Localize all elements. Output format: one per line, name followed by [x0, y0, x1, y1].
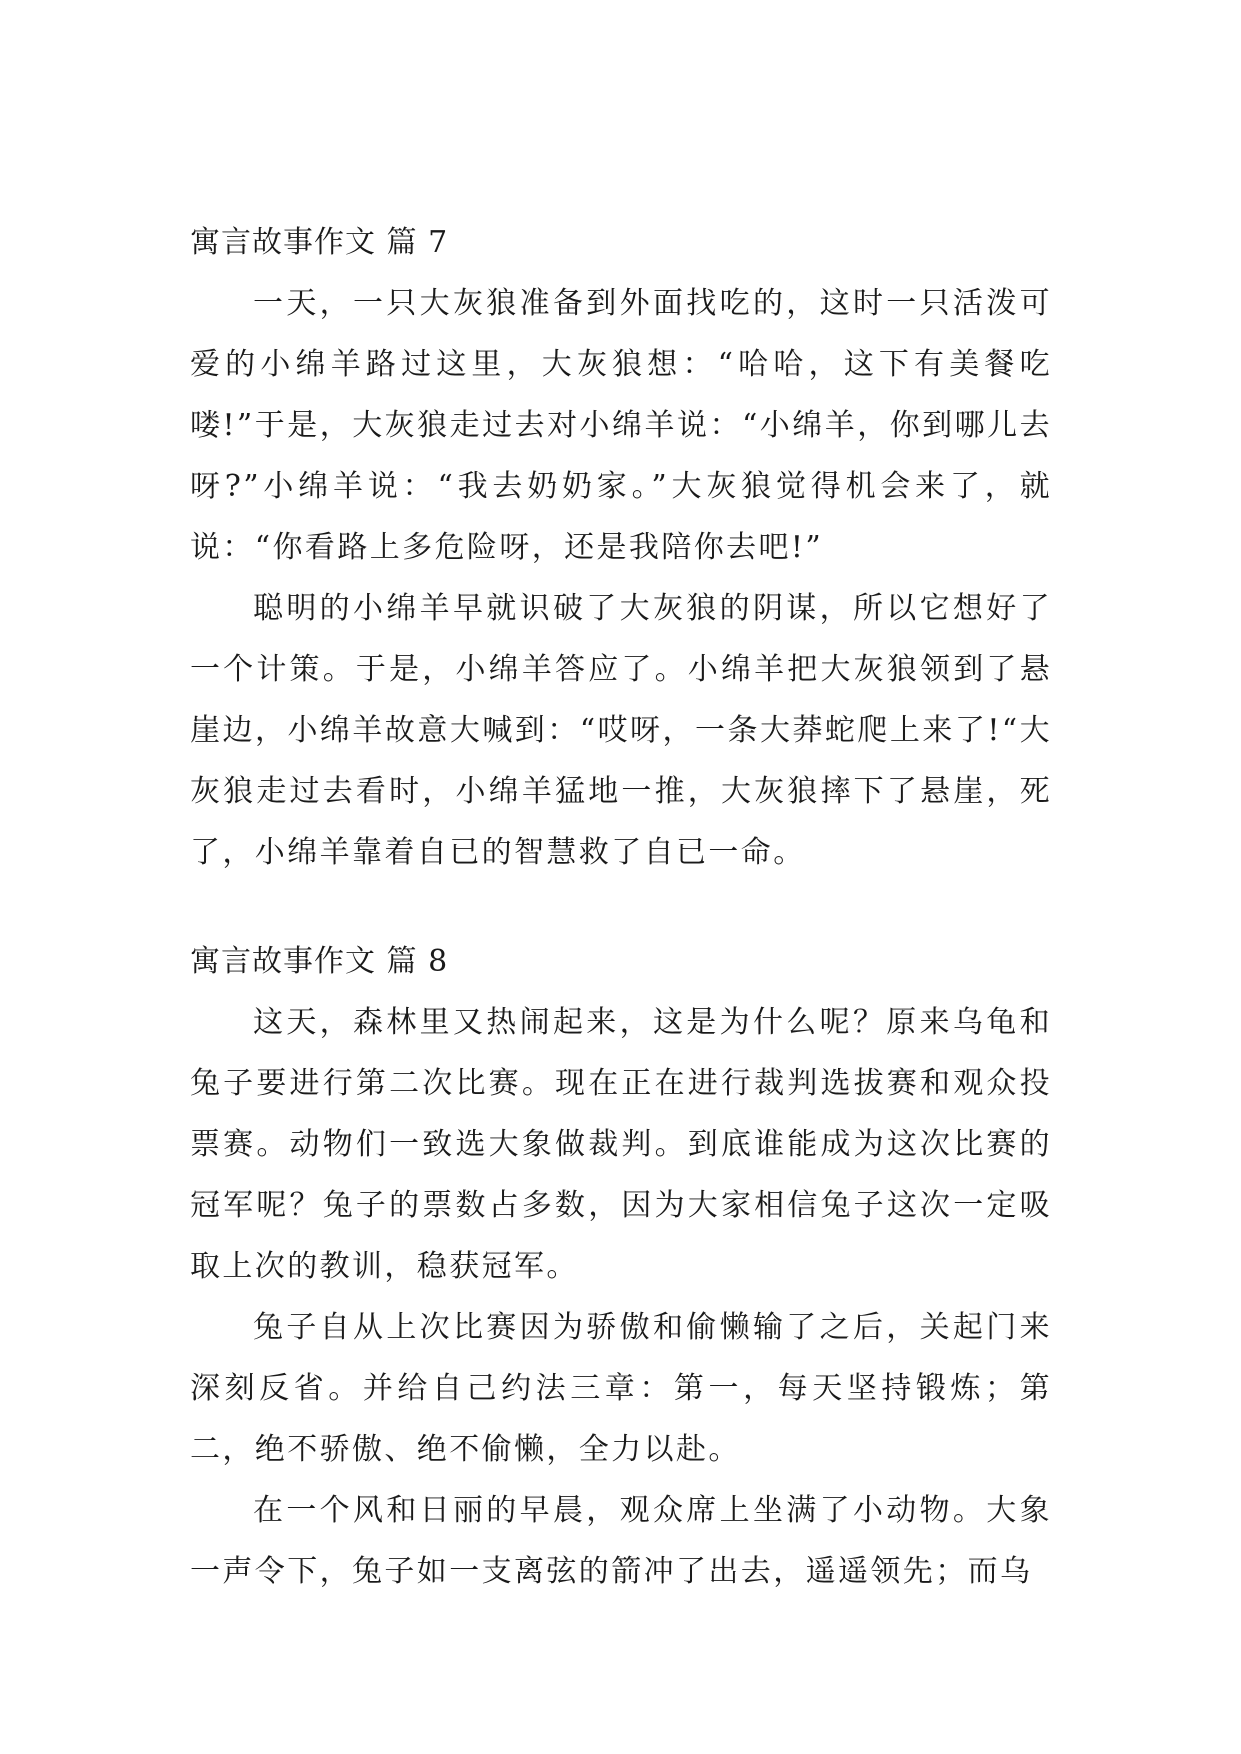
- paragraph: 兔子自从上次比赛因为骄傲和偷懒输了之后，关起门来深刻反省。并给自己约法三章：第一，每天坚持锻炼；第二，绝不骄傲、绝不偷懒，全力以赴。: [190, 1310, 1052, 1467]
- paragraph: 这天，森林里又热闹起来，这是为什么呢？原来乌龟和兔子要进行第二次比赛。现在正在进行裁判选拔赛和观众投票赛。动物们一致选大象做裁判。到底谁能成为这次比赛的冠军呢？兔子的票数占多数，因为大家相信兔子这次一定吸取上次的教训，稳获冠军。: [190, 1005, 1052, 1284]
- section-heading: 寓言故事作文 篇 8: [190, 944, 449, 979]
- paragraph: 聪明的小绵羊早就识破了大灰狼的阴谋，所以它想好了一个计策。于是，小绵羊答应了。小绵羊把大灰狼领到了悬崖边，小绵羊故意大喊到：“哎呀，一条大莽蛇爬上来了!“大灰狼走过去看时，小绵羊猛地一推，大灰狼摔下了悬崖，死了，小绵羊靠着自已的智慧救了自已一命。: [190, 591, 1052, 870]
- paragraph: 一天，一只大灰狼准备到外面找吃的，这时一只活泼可爱的小绵羊路过这里，大灰狼想：“哈哈，这下有美餐吃喽!”于是，大灰狼走过去对小绵羊说：“小绵羊，你到哪儿去呀?”小绵羊说：“我去奶奶家。”大灰狼觉得机会来了，就说：“你看路上多危险呀，还是我陪你去吧!”: [190, 286, 1052, 565]
- document-body: [190, 213, 1052, 1602]
- essay-section-8: [190, 932, 1052, 1602]
- section-heading: 寓言故事作文 篇 7: [190, 225, 449, 260]
- paragraph: 在一个风和日丽的早晨，观众席上坐满了小动物。大象一声令下，兔子如一支离弦的箭冲了出去，遥遥领先；而乌: [190, 1493, 1052, 1589]
- essay-section-7: [190, 213, 1052, 883]
